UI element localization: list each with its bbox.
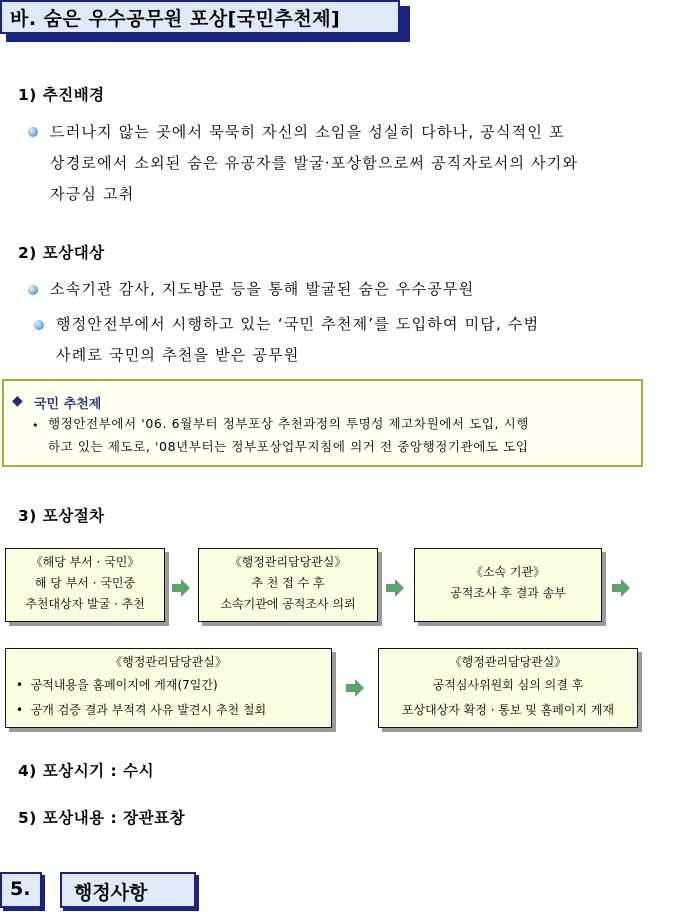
text-line: 사례로 국민의 추천을 받은 공무원 [56,346,300,364]
step-line: 포상대상자 확정 · 통보 및 홈페이지 게재 [401,703,615,717]
target-item-1: 소속기관 감사, 지도방문 등을 통해 발굴된 숨은 우수공무원 [50,280,475,298]
heading-timing: 4) 포상시기 : 수시 [18,762,155,780]
step-line: 해 당 부서 · 국민중 [34,576,136,590]
flow-step-1 [5,548,165,622]
heading-targets: 2) 포상대상 [18,244,105,262]
text-line: 상경로에서 소외된 숨은 유공자를 발굴·포상함으로써 공직자로서의 사기와 [50,154,579,172]
step-title: 《행정관리담당관실》 [229,555,347,569]
section-number-text: 5. [10,878,31,900]
heading-background: 1) 추진배경 [18,86,105,104]
step-title: 《행정관리담당관실》 [110,655,227,669]
flow-step-3 [414,548,602,622]
note-text [48,412,529,458]
section-title [0,0,410,42]
step-line: 공적조사 후 결과 송부 [450,586,566,600]
next-section-number [0,872,42,908]
section-title-text: 바. 숨은 우수공무원 포상[국민추천제] [10,8,341,30]
step-line: 추 천 접 수 후 [251,576,325,590]
text-line: 자긍심 고취 [50,185,135,203]
heading-procedure: 3) 포상절차 [18,507,105,525]
step-item: • 공개 검증 결과 부적격 사유 발견시 추천 철회 [16,703,267,717]
flow-step-4 [5,648,332,728]
text-line: 드러나지 않는 곳에서 묵묵히 자신의 소임을 성실히 다하나, 공식적인 포 [50,123,565,141]
step-line: 소속기관에 공적조사 의뢰 [220,597,356,611]
step-line: 추천대상자 발굴 · 추천 [25,597,145,611]
bullet-icon [28,127,38,137]
background-paragraph [50,117,680,210]
note-box [2,379,643,467]
step-title: 《행정관리담당관실》 [449,655,567,669]
step-title: 《해당 부서 · 국민》 [30,555,140,569]
flow-step-5 [378,648,638,728]
note-title: 국민 추천제 [34,397,102,412]
target-item-2 [56,309,539,371]
next-section-title [60,872,196,908]
dot-icon: • [32,419,39,432]
arrow-right-icon [346,679,364,697]
text-line: 하고 있는 제도로, '08년부터는 정부포상업무지침에 의거 전 중앙행정기관에도 도입 [48,439,529,454]
diamond-icon: ◆ [12,393,23,409]
bullet-icon [28,285,38,295]
section-title-text: 행정사항 [74,882,148,904]
bullet-icon [34,320,44,330]
flow-step-2 [198,548,378,622]
text-line: 행정안전부에서 시행하고 있는 ‘국민 추천제’를 도입하여 미담, 수범 [56,315,540,333]
step-line: 공적심사위원회 심의 의결 후 [432,678,584,692]
arrow-right-icon [612,579,630,597]
arrow-right-icon [386,579,404,597]
heading-content: 5) 포상내용 : 장관표창 [18,809,186,827]
step-title: 《소속 기관》 [470,565,546,579]
arrow-right-icon [172,579,190,597]
text-line: 행정안전부에서 '06. 6월부터 정부포상 추천과정의 투명성 제고차원에서 도입, 시행 [48,416,530,431]
step-item: • 공적내용을 홈페이지에 게재(7일간) [16,678,218,692]
